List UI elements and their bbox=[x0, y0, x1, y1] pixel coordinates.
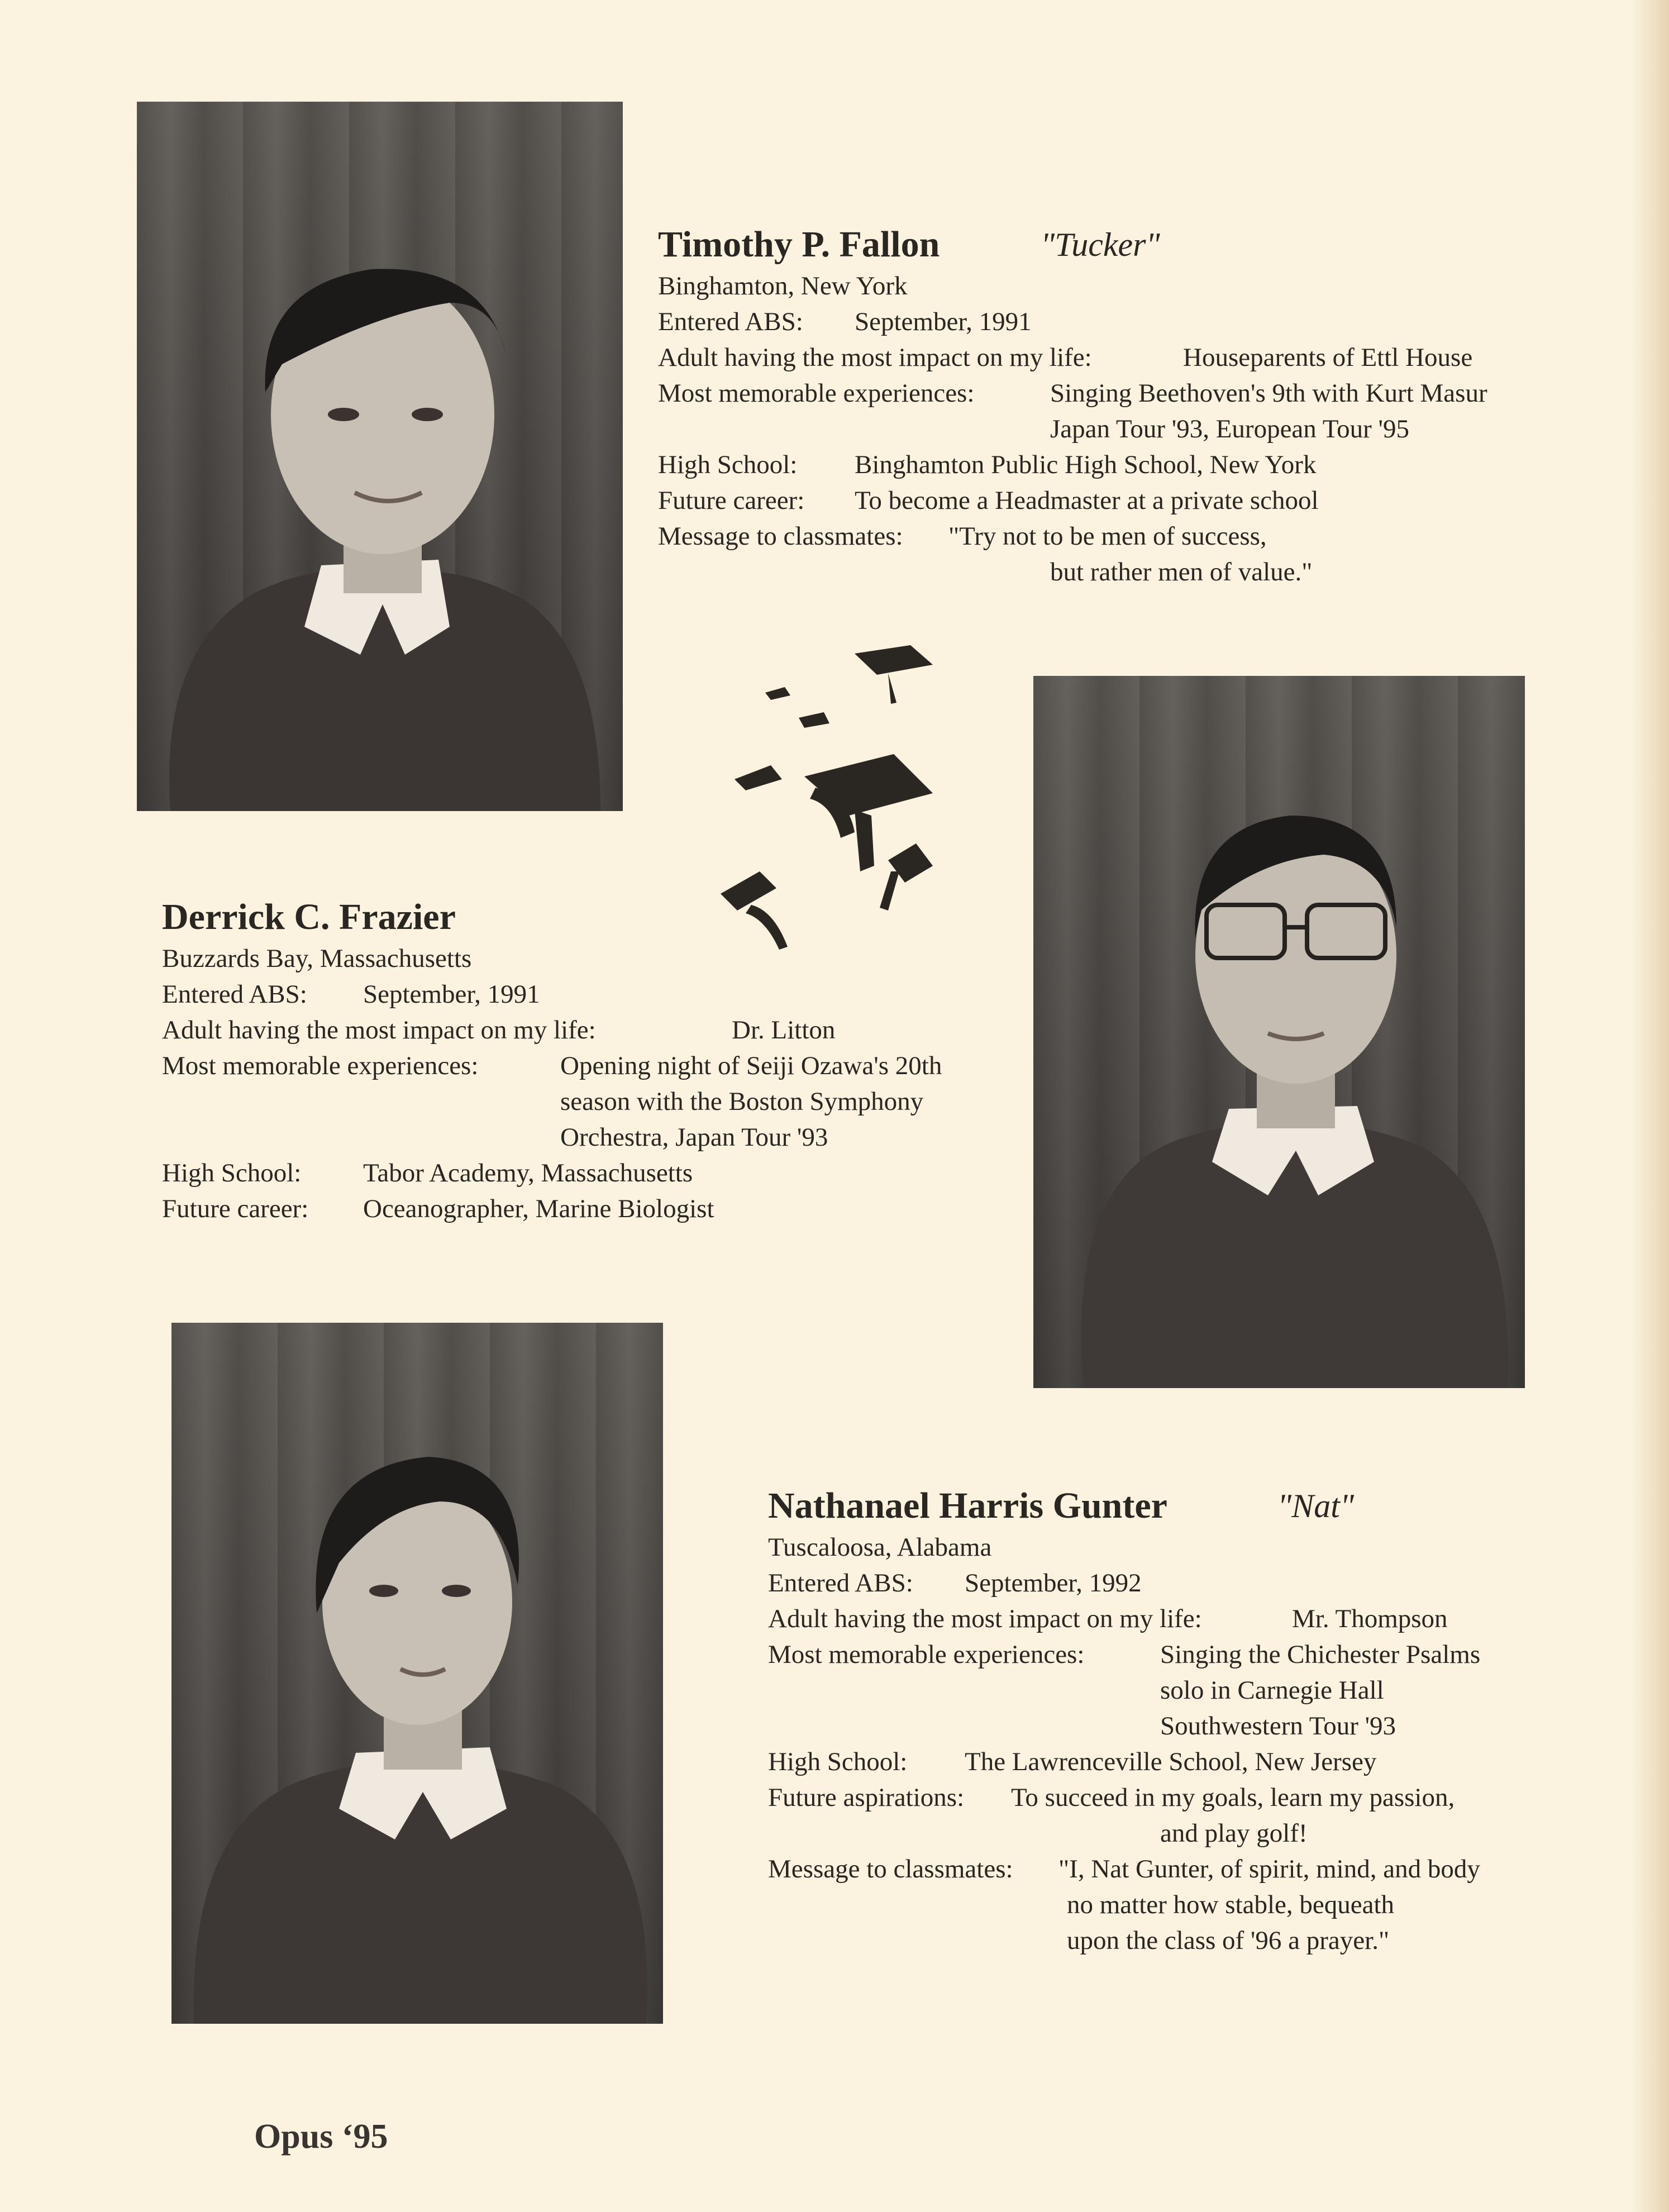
high-school-value: The Lawrenceville School, New Jersey bbox=[965, 1747, 1377, 1776]
memorable-label: Most memorable experiences: bbox=[658, 379, 975, 408]
entered-label: Entered ABS: bbox=[162, 980, 307, 1009]
aspirations-label: Future aspirations: bbox=[768, 1783, 965, 1812]
career-value: Oceanographer, Marine Biologist bbox=[363, 1194, 714, 1223]
student-name: Derrick C. Frazier bbox=[162, 897, 456, 937]
high-school-label: High School: bbox=[162, 1159, 302, 1188]
entry-derrick-frazier bbox=[162, 894, 1022, 1227]
aspirations-line-1: To succeed in my goals, learn my passion, bbox=[1011, 1783, 1455, 1812]
memorable-line-1: Singing Beethoven's 9th with Kurt Masur bbox=[1050, 379, 1487, 408]
memorable-line-2: solo in Carnegie Hall bbox=[1160, 1676, 1384, 1705]
entered-label: Entered ABS: bbox=[768, 1569, 913, 1598]
student-name: Timothy P. Fallon bbox=[658, 224, 940, 265]
memorable-label: Most memorable experiences: bbox=[768, 1640, 1085, 1669]
entered-value: September, 1991 bbox=[855, 307, 1032, 336]
memorable-label: Most memorable experiences: bbox=[162, 1051, 479, 1080]
high-school-label: High School: bbox=[658, 450, 798, 479]
high-school-value: Tabor Academy, Massachusetts bbox=[363, 1159, 693, 1188]
portrait-derrick-frazier bbox=[1033, 676, 1525, 1388]
hometown: Binghamton, New York bbox=[658, 271, 908, 301]
adult-label: Adult having the most impact on my life: bbox=[162, 1016, 596, 1045]
adult-value: Dr. Litton bbox=[732, 1016, 836, 1045]
adult-label: Adult having the most impact on my life: bbox=[768, 1604, 1202, 1633]
high-school-value: Binghamton Public High School, New York bbox=[855, 450, 1317, 479]
adult-label: Adult having the most impact on my life: bbox=[658, 343, 1092, 372]
message-label: Message to classmates: bbox=[768, 1855, 1013, 1884]
student-name: Nathanael Harris Gunter bbox=[768, 1485, 1167, 1526]
career-label: Future career: bbox=[658, 486, 805, 515]
message-line-2: but rather men of value." bbox=[1050, 557, 1313, 587]
hometown: Tuscaloosa, Alabama bbox=[768, 1533, 992, 1562]
message-line-2: no matter how stable, bequeath bbox=[1067, 1890, 1395, 1919]
message-line-1: "I, Nat Gunter, of spirit, mind, and body bbox=[1058, 1855, 1480, 1884]
entered-label: Entered ABS: bbox=[658, 307, 803, 336]
message-line-1: "Try not to be men of success, bbox=[948, 522, 1267, 551]
high-school-label: High School: bbox=[768, 1747, 908, 1776]
entry-nathanael-gunter bbox=[768, 1482, 1606, 1958]
page-edge-shadow bbox=[1630, 0, 1669, 2212]
memorable-line-1: Opening night of Seiji Ozawa's 20th bbox=[560, 1051, 942, 1080]
entry-timothy-fallon bbox=[658, 221, 1580, 590]
message-line-3: upon the class of '96 a prayer." bbox=[1067, 1926, 1390, 1955]
entered-value: September, 1992 bbox=[965, 1569, 1142, 1598]
student-nickname: "Tucker" bbox=[1041, 226, 1160, 263]
student-nickname: "Nat" bbox=[1277, 1488, 1355, 1524]
aspirations-line-2: and play golf! bbox=[1160, 1819, 1308, 1848]
memorable-line-2: Japan Tour '93, European Tour '95 bbox=[1050, 414, 1409, 444]
memorable-line-3: Southwestern Tour '93 bbox=[1160, 1712, 1396, 1741]
career-label: Future career: bbox=[162, 1194, 309, 1223]
hometown: Buzzards Bay, Massachusetts bbox=[162, 944, 472, 973]
memorable-line-2: season with the Boston Symphony bbox=[560, 1087, 924, 1116]
portrait-nathanael-gunter bbox=[171, 1323, 663, 2024]
memorable-line-3: Orchestra, Japan Tour '93 bbox=[560, 1123, 828, 1152]
entered-value: September, 1991 bbox=[363, 980, 540, 1009]
career-value: To become a Headmaster at a private school bbox=[855, 486, 1319, 515]
message-label: Message to classmates: bbox=[658, 522, 903, 551]
page-footer: Opus ‘95 bbox=[254, 2118, 388, 2156]
adult-value: Mr. Thompson bbox=[1292, 1604, 1448, 1633]
adult-value: Houseparents of Ettl House bbox=[1183, 343, 1473, 372]
memorable-line-1: Singing the Chichester Psalms bbox=[1160, 1640, 1481, 1669]
portrait-timothy-fallon bbox=[137, 102, 623, 811]
